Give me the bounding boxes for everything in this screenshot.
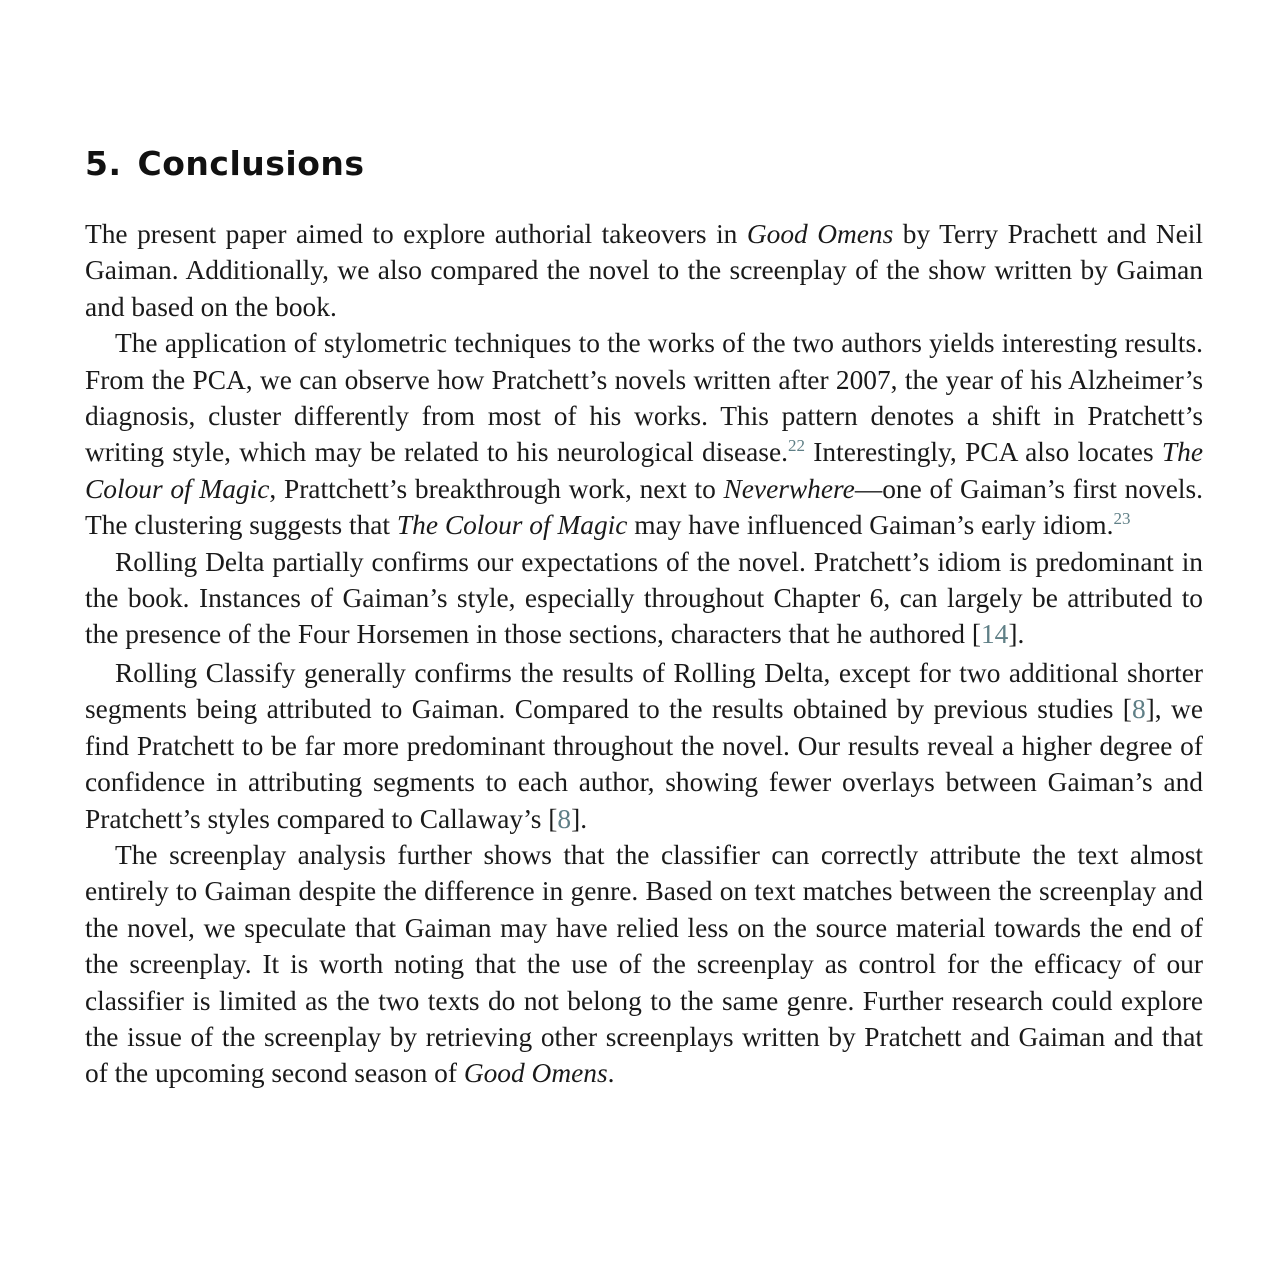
paragraph-rolling-delta: Rolling Delta partially confirms our expectations of the novel. Pratchett’s idiom is predominant in the book. Instances of Gaiman’s style, especially throughout Chapter 6, can largely be attributed to the presence of the Four Horsemen in those sections, characters that he authored [14]. — [85, 546, 1203, 650]
footnote-link-22[interactable]: 22 — [787, 436, 805, 456]
book-title-good-omens: Good Omens — [463, 1058, 608, 1089]
book-title-colour-of-magic: The Colour of Magic — [396, 510, 628, 541]
section-body — [85, 216, 1203, 1092]
section-title: Conclusions — [137, 144, 365, 183]
footnote-link-23[interactable]: 23 — [1113, 509, 1131, 529]
paragraph-pca: The application of stylometric techniques to the works of the two authors yields interesting results. From the PCA, we can observe how Pratchett’s novels written after 2007, the year of his Alzheimer’s diagnosis, cluster differently from most of his works. This pattern denotes a shift in Pratchett’s writing style, which may be related to his neurological disease.$^{22}$ Interestingly, PCA also locates The Colour of Magic, Prattchett’s breakthrough work, next to Neverwhere—one of Gaiman’s first novels. The clustering suggests that The Colour of Magic may have influenced Gaiman’s early idiom.$^{23}$ — [85, 328, 1204, 541]
citation-link-14[interactable]: 14 — [980, 619, 1009, 650]
book-title-colour-of-magic: The Colour of Magic — [85, 437, 1204, 504]
citation-link-8[interactable]: 8 — [557, 803, 572, 834]
section-number: 5. — [85, 144, 122, 183]
paragraph-rolling-classify: Rolling Classify generally confirms the results of Rolling Delta, except for two additional shorter segments being attributed to Gaiman. Compared to the results obtained by previous studies [8], we find Pratchett to be far more predominant throughout the novel. Our results reveal a higher degree of confidence in attributing segments to each author, showing fewer overlays between Gaiman’s and Pratchett’s styles compared to Callaway’s [8]. — [85, 657, 1203, 834]
section-heading — [85, 144, 365, 183]
book-title-neverwhere: Neverwhere — [723, 473, 855, 504]
citation-link-8[interactable]: 8 — [1131, 694, 1146, 725]
book-title-good-omens: Good Omens — [746, 219, 894, 249]
paragraph-intro: The present paper aimed to explore authorial takeovers in Good Omens by Terry Prachett and Neil Gaiman. Additionally, we also compared the novel to the screenplay of the show written by Gaiman and based on the book. — [85, 219, 1203, 322]
paragraph-screenplay: The screenplay analysis further shows that the classifier can correctly attribute the text almost entirely to Gaiman despite the difference in genre. Based on text matches between the screenplay and the novel, we speculate that Gaiman may have relied less on the source material towards the end of the screenplay. It is worth noting that the use of the screenplay as control for the efficacy of our classifier is limited as the two texts do not belong to the same genre. Further research could explore the issue of the screenplay by retrieving other screenplays written by Pratchett and Gaiman and that of the upcoming second season of Good Omens. — [85, 839, 1203, 1089]
